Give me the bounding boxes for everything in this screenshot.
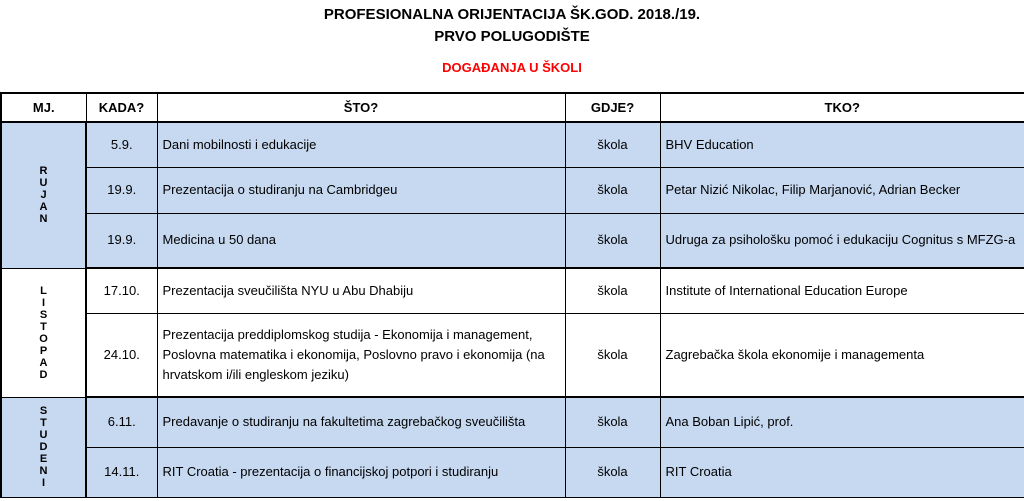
table-row: [1, 213, 1024, 268]
column-header-when: KADA?: [86, 93, 157, 122]
month-letter: A: [39, 356, 48, 369]
when-cell: 6.11.: [86, 397, 157, 447]
month-letter: I: [41, 296, 46, 309]
table-row: [1, 313, 1024, 397]
month-letter: T: [40, 320, 47, 333]
what-cell: Prezentacija sveučilišta NYU u Abu Dhabiju: [157, 268, 565, 313]
table-header-row: [1, 93, 1024, 122]
table-row: [1, 447, 1024, 497]
where-cell: škola: [565, 167, 660, 213]
month-letter: R: [39, 165, 48, 178]
page-title: PROFESIONALNA ORIJENTACIJA ŠK.GOD. 2018./19.: [323, 6, 701, 23]
events-table: [0, 92, 1024, 498]
what-cell: Predavanje o studiranju na fakultetima zagrebačkog sveučilišta: [157, 397, 565, 447]
what-cell: Dani mobilnosti i edukacije: [157, 122, 565, 167]
table-row: [1, 397, 1024, 447]
what-cell: Medicina u 50 dana: [157, 213, 565, 268]
when-cell: 19.9.: [86, 167, 157, 213]
what-cell: Prezentacija preddiplomskog studija - Ekonomija i management, Poslovna matematika i ekonomija, Poslovno pravo i ekonomija (na hrvatskom i/ili engleskom jeziku): [157, 313, 565, 397]
where-cell: škola: [565, 447, 660, 497]
when-cell: 17.10.: [86, 268, 157, 313]
month-letter: S: [39, 308, 48, 321]
month-letter: D: [39, 368, 48, 381]
month-letter: U: [39, 429, 48, 441]
month-letter: L: [40, 284, 47, 297]
when-cell: 24.10.: [86, 313, 157, 397]
who-cell: Petar Nizić Nikolac, Filip Marjanović, Adrian Becker: [660, 167, 1024, 213]
month-cell-listopad: [1, 268, 86, 397]
column-header-what: ŠTO?: [157, 93, 565, 122]
month-letter: T: [40, 417, 47, 429]
when-cell: 14.11.: [86, 447, 157, 497]
where-cell: škola: [565, 313, 660, 397]
month-letter: I: [41, 477, 46, 489]
table-row: [1, 167, 1024, 213]
where-cell: škola: [565, 397, 660, 447]
what-cell: Prezentacija o studiranju na Cambridgeu: [157, 167, 565, 213]
section-heading: DOGAĐANJA U ŠKOLI: [442, 60, 582, 75]
where-cell: škola: [565, 213, 660, 268]
when-cell: 5.9.: [86, 122, 157, 167]
month-letter: U: [39, 177, 48, 190]
column-header-who: TKO?: [660, 93, 1024, 122]
column-header-month: MJ.: [1, 93, 86, 122]
what-cell: RIT Croatia - prezentacija o financijskoj potpori i studiranju: [157, 447, 565, 497]
page-subtitle-semester: PRVO POLUGODIŠTE: [434, 28, 590, 45]
when-cell: 19.9.: [86, 213, 157, 268]
table-row: [1, 122, 1024, 167]
month-letter: O: [39, 332, 48, 345]
where-cell: škola: [565, 268, 660, 313]
who-cell: Institute of International Education Europe: [660, 268, 1024, 313]
month-letter: D: [39, 441, 48, 453]
month-letter: A: [39, 201, 48, 214]
who-cell: BHV Education: [660, 122, 1024, 167]
month-letter: N: [39, 465, 48, 477]
who-cell: Zagrebačka škola ekonomije i managementa: [660, 313, 1024, 397]
who-cell: Udruga za psihološku pomoć i edukaciju Cognitus s MFZG-a: [660, 213, 1024, 268]
who-cell: RIT Croatia: [660, 447, 1024, 497]
month-cell-rujan: [1, 122, 86, 268]
month-letter: P: [39, 344, 48, 357]
month-letter: S: [39, 405, 48, 417]
column-header-where: GDJE?: [565, 93, 660, 122]
month-letter: E: [39, 453, 48, 465]
month-letter: J: [40, 189, 47, 202]
month-letter: N: [39, 213, 48, 226]
month-cell-studeni: [1, 397, 86, 497]
table-row: [1, 268, 1024, 313]
where-cell: škola: [565, 122, 660, 167]
who-cell: Ana Boban Lipić, prof.: [660, 397, 1024, 447]
